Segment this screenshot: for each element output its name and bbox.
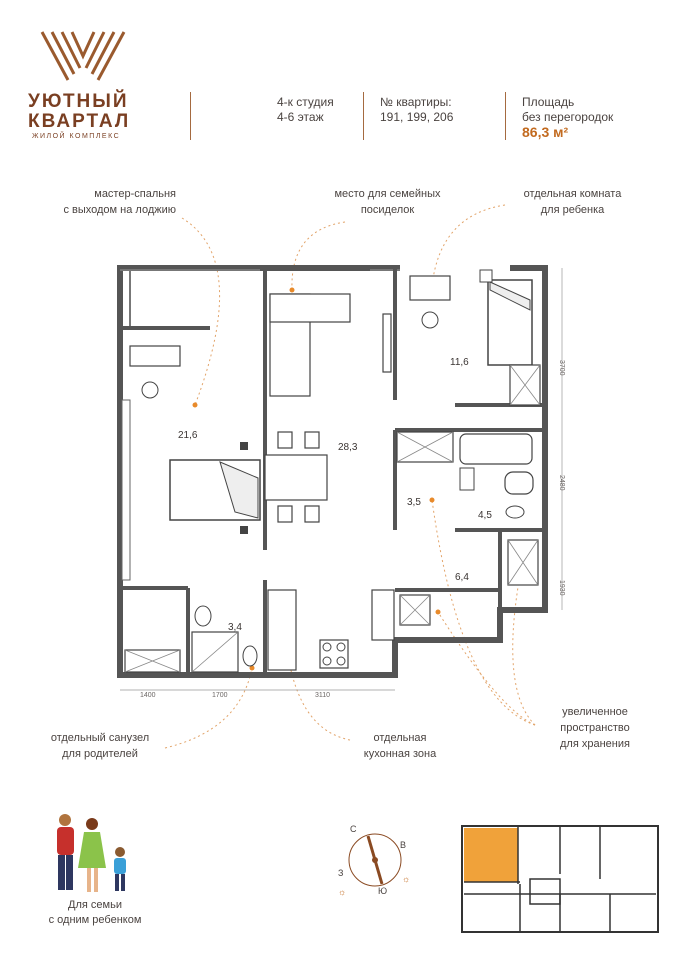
callout-family-place: место для семейных посиделок — [334, 188, 441, 216]
floor-plan — [100, 250, 580, 710]
apartment-numbers: № квартиры: 191, 199, 206 — [380, 95, 454, 124]
room-area-label: 28,3 — [338, 442, 358, 453]
svg-text:☼: ☼ — [402, 874, 411, 884]
callout-parents-bathroom: отдельный санузел для родителей — [50, 732, 150, 760]
compass-west: З — [338, 868, 344, 878]
compass-north: С — [350, 824, 357, 834]
compass-south: Ю — [378, 886, 388, 896]
compass-east: В — [400, 840, 407, 850]
dimension-label: 3700 — [558, 360, 565, 376]
callout-kitchen: отдельная кухонная зона — [363, 732, 437, 760]
room-area-label: 3,4 — [228, 622, 242, 633]
dimension-label: 1700 — [212, 692, 228, 699]
callout-storage: увеличенное пространство для хранения — [560, 706, 630, 750]
compass-icon — [330, 820, 420, 900]
room-area-label: 6,4 — [455, 572, 469, 583]
room-area-label: 4,5 — [478, 510, 492, 521]
callout-child-room: отдельная комната для ребенка — [523, 188, 622, 216]
header-divider — [190, 92, 191, 140]
brand-logo-mark — [38, 30, 128, 85]
family-illustration — [40, 810, 140, 895]
callout-master-bedroom: мастер-спальня с выходом на лоджию — [63, 188, 176, 216]
header-divider — [363, 92, 364, 140]
header-divider — [505, 92, 506, 140]
room-area-label: 21,6 — [178, 430, 198, 441]
family-caption: Для семьи с одним ребенком — [48, 899, 142, 926]
room-area-label: 3,5 — [407, 497, 421, 508]
room-area-label: 11,6 — [450, 357, 469, 368]
area-info: Площадь без перегородок 86,3 м² — [522, 95, 614, 140]
dimension-label: 3110 — [315, 692, 331, 699]
dimension-label: 1400 — [140, 692, 156, 699]
dimension-label: 2480 — [558, 475, 565, 491]
dimension-label: 1930 — [558, 580, 565, 596]
area-value: 86,3 м² — [522, 124, 569, 140]
floor-location-minimap — [460, 824, 660, 934]
apartment-type: 4-к студия 4-6 этаж — [277, 95, 334, 124]
brand-subtitle: ЖИЛОЙ КОМПЛЕКС — [32, 133, 121, 140]
brand-name: УЮТНЫЙ КВАРТАЛ — [28, 91, 131, 132]
svg-text:☼: ☼ — [338, 887, 347, 897]
